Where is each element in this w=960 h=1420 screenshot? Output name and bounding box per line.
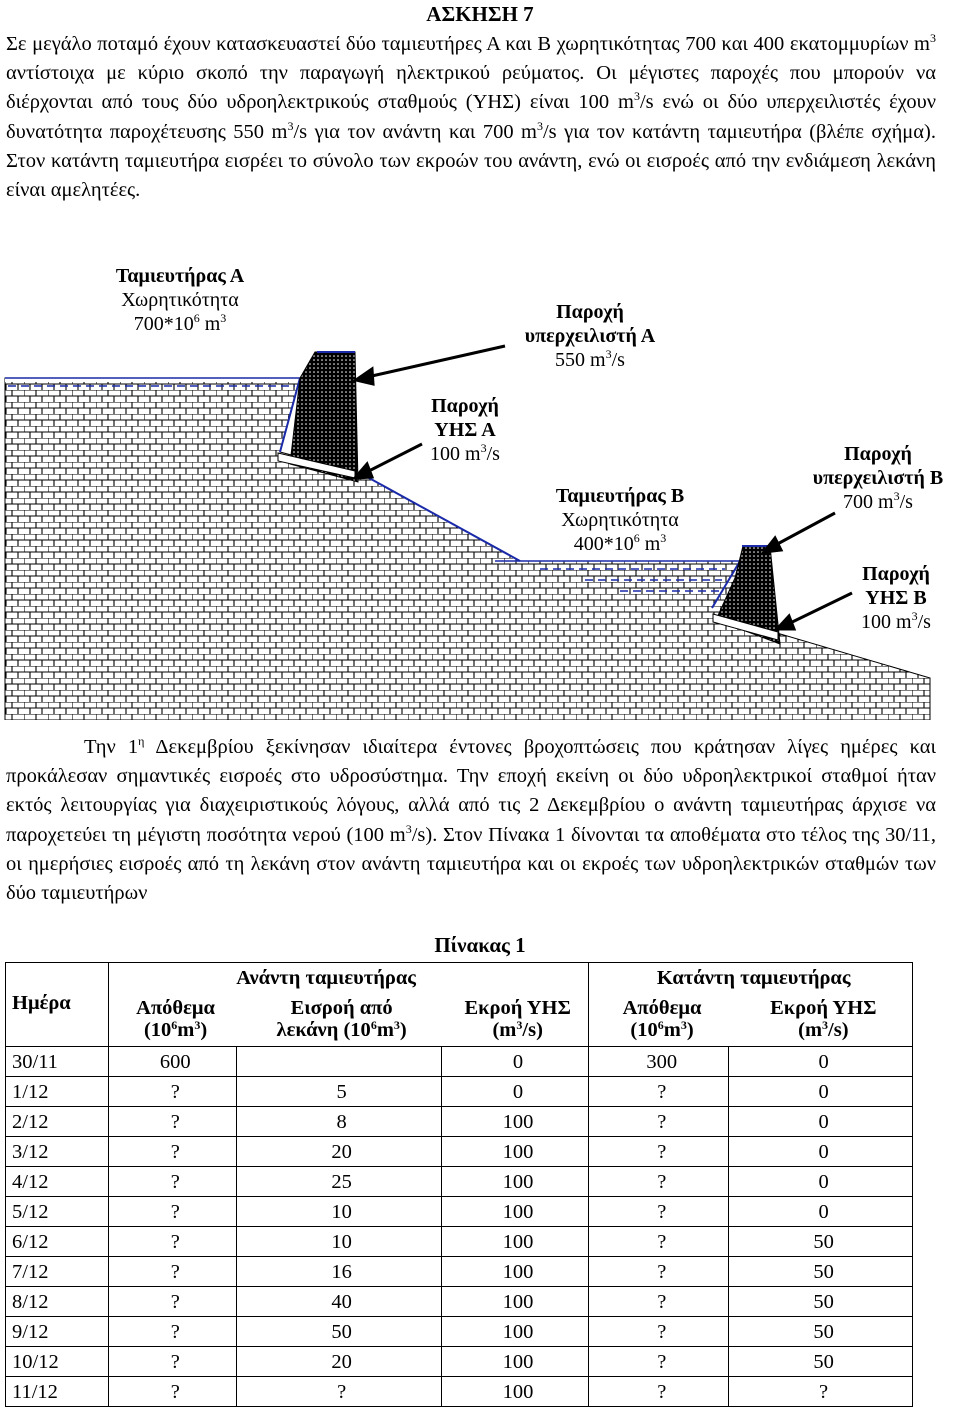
table-cell: 3/12 [6, 1137, 109, 1167]
table-cell: 0 [729, 1197, 913, 1227]
table-cell: ? [729, 1377, 913, 1407]
table-cell: 100 [441, 1317, 589, 1347]
table-cell: 20 [236, 1137, 441, 1167]
table-cell: ? [589, 1077, 729, 1107]
table-cell: 300 [589, 1047, 729, 1077]
header-storage-down: Απόθεμα $(10^6m^3)$ [589, 992, 729, 1047]
table-cell: ? [589, 1167, 729, 1197]
arrow-spill-a [363, 346, 505, 378]
table-cell: ? [108, 1257, 236, 1287]
table-cell: 9/12 [6, 1317, 109, 1347]
header-day: Ημέρα [6, 992, 109, 1047]
table-row [6, 1317, 913, 1347]
label-hps-b: Παροχή ΥΗΣ Β 100 $m^3/s$ [861, 563, 931, 633]
table-cell: ? [108, 1137, 236, 1167]
arrow-spill-b [770, 513, 835, 548]
table-cell: ? [108, 1317, 236, 1347]
table-cell: 0 [441, 1047, 589, 1077]
table-cell: 20 [236, 1347, 441, 1377]
table-cell: 100 [441, 1347, 589, 1377]
reservoir-diagram [0, 258, 960, 720]
header-outflow-up: Εκροή ΥΗΣ $(m^3/s)$ [441, 992, 589, 1047]
table-cell: 2/12 [6, 1107, 109, 1137]
header-storage-up: Απόθεμα $(10^6m^3)$ [108, 992, 236, 1047]
table-cell: 0 [729, 1167, 913, 1197]
table-cell: 50 [729, 1257, 913, 1287]
table-cell: 10/12 [6, 1347, 109, 1377]
table-row [6, 1047, 913, 1077]
table-cell: 0 [729, 1077, 913, 1107]
table-cell: 50 [729, 1317, 913, 1347]
table-cell: ? [108, 1347, 236, 1377]
table-cell: 6/12 [6, 1227, 109, 1257]
table-cell: ? [589, 1197, 729, 1227]
label-reservoir-a: Ταμιευτήρας Α Χωρητικότητα $700*10^6$ $m^3$ [115, 265, 245, 335]
table-cell: ? [589, 1317, 729, 1347]
table-cell: ? [108, 1287, 236, 1317]
table-cell [236, 1047, 441, 1077]
table-cell: ? [236, 1377, 441, 1407]
intro-paragraph: Σε μεγάλο ποταμό έχουν κατασκευαστεί δύο ταμιευτήρες Α και Β χωρητικότητας 700 και 400 εκατομμυρίων $m^3$ αντίστοιχα με κύριο σκοπό την παραγωγή ηλεκτρικού ρεύματος. Οι μέγιστες παροχές που μπορούν να διέρχονται από τους δύο υδροηλεκτρικούς σταθμούς (ΥΗΣ) είναι 100 $m^3/s$ ενώ οι δύο υπερχειλιστές έχουν δυνατότητα παροχέτευσης 550 $m^3/s$ για τον ανάντη και 700 $m^3/s$ για τον κατάντη ταμιευτήρα (βλέπε σχήμα). Στον κατάντη ταμιευτήρα εισρέει το σύνολο των εκροών του ανάντη, ενώ οι εισροές από την ενδιάμεση λεκάνη είναι αμελητέες. [6, 31, 942, 202]
table-cell: 100 [441, 1167, 589, 1197]
table-cell: ? [108, 1167, 236, 1197]
header-outflow-down: Εκροή ΥΗΣ $(m^3/s)$ [729, 992, 913, 1047]
table-cell: ? [589, 1137, 729, 1167]
table-cell: 25 [236, 1167, 441, 1197]
table-cell: 30/11 [6, 1047, 109, 1077]
table-cell: ? [589, 1377, 729, 1407]
table-cell: 5/12 [6, 1197, 109, 1227]
header-inflow: Εισροή από λεκάνη $(10^6m^3)$ [236, 992, 441, 1047]
table-cell: 100 [441, 1287, 589, 1317]
table-cell: 600 [108, 1047, 236, 1077]
table-cell: ? [108, 1377, 236, 1407]
table-cell: ? [108, 1077, 236, 1107]
table-cell: 100 [441, 1257, 589, 1287]
table-cell: ? [108, 1107, 236, 1137]
data-table [5, 962, 913, 1407]
table-cell: 100 [441, 1137, 589, 1167]
table-cell: 0 [729, 1137, 913, 1167]
table-cell: 7/12 [6, 1257, 109, 1287]
group-downstream: Κατάντη ταμιευτήρας [589, 963, 913, 993]
table-row [6, 1077, 913, 1107]
label-spillway-b: Παροχή υπερχειλιστή Β 700 $m^3/s$ [812, 443, 944, 513]
table-cell: ? [589, 1107, 729, 1137]
table-header-row [6, 992, 913, 1047]
body-paragraph: Την $1^\eta$ Δεκεμβρίου ξεκίνησαν ιδιαίτερα έντονες βροχοπτώσεις που κράτησαν λίγες ημέρες και προκάλεσαν σημαντικές εισροές στο υδροσύστημα. Την εποχή εκείνη οι δύο υδροηλεκτρικοί σταθμοί ήταν εκτός λειτουργίας για διαχειριστικούς λόγους, αλλά από τις 2 Δεκεμβρίου ο ανάντη ταμιευτήρας άρχισε να παροχετεύει τη μέγιστη ποσότητα νερού (100 $m^3/s$). Στον Πίνακα 1 δίνονται τα αποθέματα στο τέλος της 30/11, οι ημερήσιες εισροές από τη λεκάνη στον ανάντη ταμιευτήρα και οι εκροές των υδροηλεκτρικών σταθμών των δύο ταμιευτήρων [6, 734, 942, 905]
table-row [6, 1167, 913, 1197]
table-cell: 16 [236, 1257, 441, 1287]
table-group-header [6, 963, 913, 993]
table-row [6, 1107, 913, 1137]
table-cell: ? [589, 1227, 729, 1257]
table-cell: 10 [236, 1227, 441, 1257]
table-cell: 5 [236, 1077, 441, 1107]
table-cell: 8/12 [6, 1287, 109, 1317]
table-row [6, 1197, 913, 1227]
table-caption: Πίνακας 1 [434, 933, 526, 957]
table-cell: 50 [729, 1287, 913, 1317]
exercise-title: ΑΣΚΗΣΗ 7 [426, 2, 534, 26]
table-cell: 4/12 [6, 1167, 109, 1197]
table-cell: ? [589, 1287, 729, 1317]
table-cell: ? [589, 1257, 729, 1287]
table-cell: 100 [441, 1197, 589, 1227]
table-row [6, 1227, 913, 1257]
table-cell: 50 [236, 1317, 441, 1347]
table-cell: 0 [729, 1107, 913, 1137]
table-cell: 1/12 [6, 1077, 109, 1107]
table-cell: 10 [236, 1197, 441, 1227]
table-cell: 0 [441, 1077, 589, 1107]
table-row [6, 1347, 913, 1377]
label-hps-a: Παροχή ΥΗΣ Α 100 $m^3/s$ [430, 395, 500, 465]
table-cell: 8 [236, 1107, 441, 1137]
table-cell: ? [589, 1347, 729, 1377]
group-upstream: Ανάντη ταμιευτήρας [236, 963, 589, 993]
table-cell: ? [108, 1197, 236, 1227]
label-spillway-a: Παροχή υπερχειλιστή Α 550 $m^3/s$ [524, 301, 656, 371]
table-cell: 100 [441, 1377, 589, 1407]
table-cell: ? [108, 1227, 236, 1257]
table-row [6, 1257, 913, 1287]
table-cell: 40 [236, 1287, 441, 1317]
label-reservoir-b: Ταμιευτήρας Β Χωρητικότητα $400*10^6$ $m^3$ [555, 485, 685, 555]
table-cell: 100 [441, 1227, 589, 1257]
table-cell: 11/12 [6, 1377, 109, 1407]
table-row [6, 1287, 913, 1317]
table-cell: 0 [729, 1047, 913, 1077]
table-row [6, 1137, 913, 1167]
table-cell: 50 [729, 1347, 913, 1377]
table-row [6, 1377, 913, 1407]
table-cell: 50 [729, 1227, 913, 1257]
table-cell: 100 [441, 1107, 589, 1137]
